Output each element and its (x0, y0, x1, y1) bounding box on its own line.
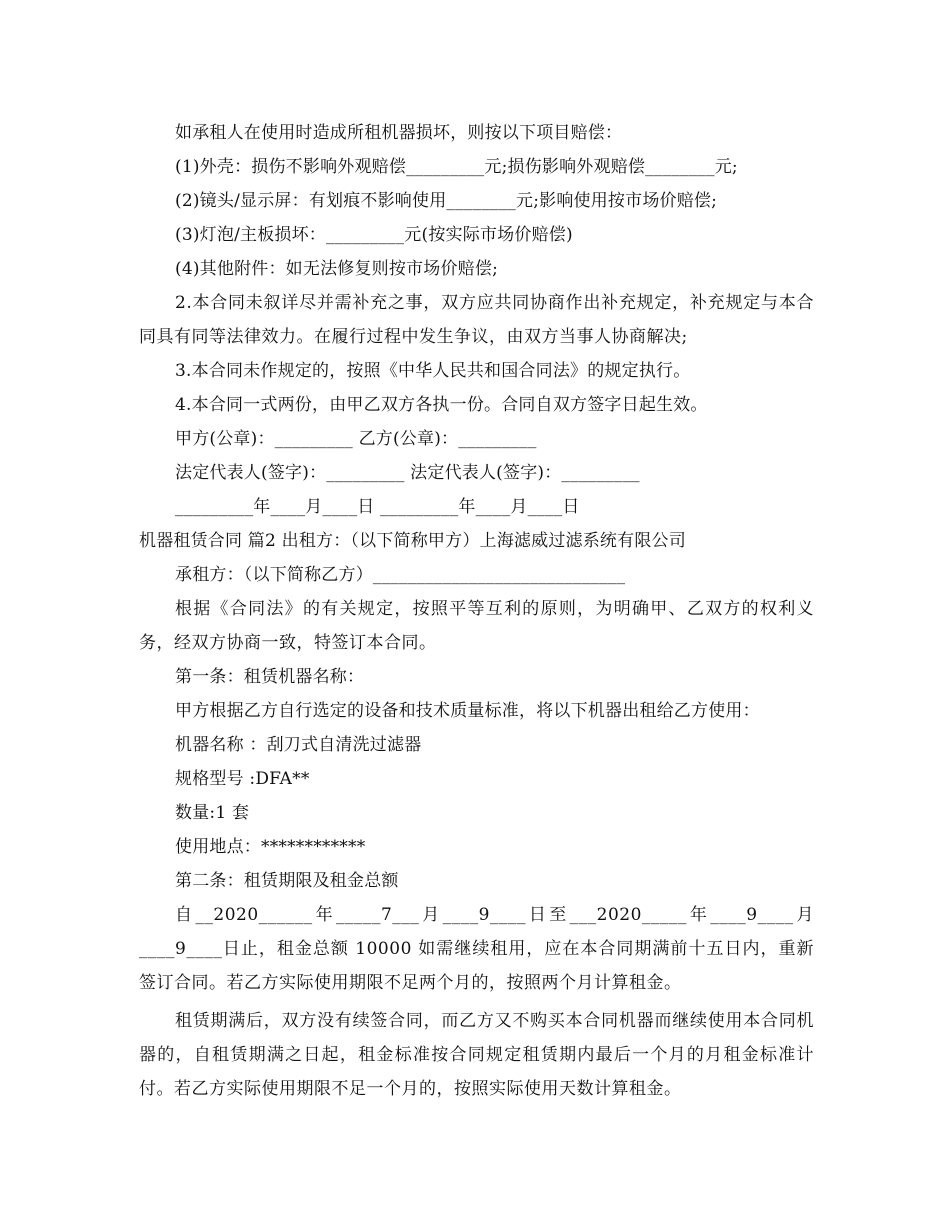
lease-term-paragraph: 自__2020______年_____7___月____9____日至___2020_____年____9____月____9____日止，租金总额 10000 如需继续租用，应在本合同期满前十五日内，重新签订合同。若乙方实际使用期限不足两个月的，按照两个月计算租金。 (139, 905, 814, 993)
compensation-item-4: (4)其他附件：如无法修复则按市场价赔偿; (175, 259, 499, 279)
clause-3-law: 3.本合同未作规定的，按照《中华人民共和国合同法》的规定执行。 (175, 361, 691, 381)
contract-preamble: 根据《合同法》的有关规定，按照平等互利的原则，为明确甲、乙双方的权利义务，经双方协商一致，特签订本合同。 (139, 599, 814, 653)
clause-2-supplement: 2.本合同未叙详尽并需补充之事，双方应共同协商作出补充规定，补充规定与本合同具有同等法律效力。在履行过程中发生争议，由双方当事人协商解决; (139, 293, 814, 347)
article-2-title: 第二条：租赁期限及租金总额 (175, 871, 399, 891)
signature-line: 法定代表人(签字)：_________ 法定代表人(签字)：_________ (175, 463, 640, 483)
compensation-item-1: (1)外壳：损伤不影响外观赔偿_________元;损伤影响外观赔偿________元; (175, 157, 738, 177)
document-body (139, 116, 814, 1106)
contract-2-heading: 机器租赁合同 篇2 出租方：（以下简称甲方）上海滤威过滤系统有限公司 (139, 531, 686, 551)
machine-quantity: 数量:1 套 (175, 803, 250, 823)
article-1-title: 第一条：租赁机器名称： (175, 667, 365, 687)
clause-4-copies: 4.本合同一式两份，由甲乙双方各执一份。合同自双方签字日起生效。 (175, 395, 708, 415)
lease-expiry-paragraph: 租赁期满后，双方没有续签合同，而乙方又不购买本合同机器而继续使用本合同机器的，自租赁期满之日起，租金标准按合同规定租赁期内最后一个月的月租金标准计付。若乙方实际使用期限不足一个月的，按照实际使用天数计算租金。 (139, 1011, 814, 1099)
usage-location: 使用地点：************ (175, 837, 366, 857)
seal-line: 甲方(公章)：_________ 乙方(公章)：_________ (175, 429, 537, 449)
date-line: _________年____月____日 _________年____月____日 (175, 497, 580, 517)
machine-name: 机器名称 ：刮刀式自清洗过滤器 (175, 735, 422, 755)
compensation-item-2: (2)镜头/显示屏：有划痕不影响使用________元;影响使用按市场价赔偿; (175, 191, 718, 211)
compensation-item-3: (3)灯泡/主板损坏：_________元(按实际市场价赔偿) (175, 225, 573, 245)
machine-model: 规格型号 :DFA** (175, 769, 310, 789)
compensation-intro: 如承租人在使用时造成所租机器损坏，则按以下项目赔偿： (175, 123, 623, 143)
lessee-line: 承租方：（以下简称乙方）_____________________________ (175, 565, 626, 585)
article-1-body: 甲方根据乙方自行选定的设备和技术质量标准，将以下机器出租给乙方使用： (175, 701, 760, 721)
